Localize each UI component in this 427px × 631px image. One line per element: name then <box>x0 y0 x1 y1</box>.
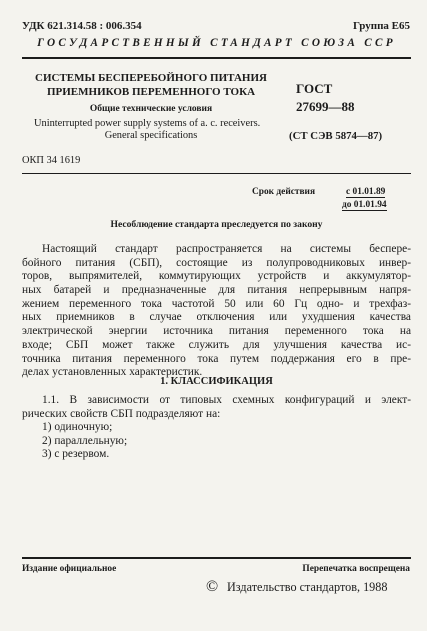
copyright-symbol: © <box>206 578 219 595</box>
intro-line: входе; СБП может также служить для улучшения качества ис- <box>22 338 411 351</box>
gost-label: ГОСТ <box>296 81 333 96</box>
subtitle: Общие технические условия <box>89 104 213 114</box>
intro-line: делах установленных характеристик. <box>22 366 203 379</box>
intro-line: торов, выпрямителей, коммутирующих устройств и аккумулятор- <box>22 270 411 283</box>
section-paragraph <box>22 394 411 421</box>
intro-line: ных приемников в случае отключения или ухудшения качества <box>22 311 411 324</box>
title-line-2: ПРИЕМНИКОВ ПЕРЕМЕННОГО ТОКА <box>46 86 256 98</box>
list-item: 2) параллельную; <box>42 434 128 447</box>
header-rule <box>22 57 411 59</box>
okp-rule <box>22 173 411 174</box>
intro-paragraph <box>22 243 411 380</box>
section-line: 1.1. В зависимости от типовых схемных конфигураций и элект- <box>42 394 411 406</box>
english-title-line-2: General specifications <box>104 130 198 141</box>
list-item: 1) одиночную; <box>42 421 113 433</box>
validity-label: Срок действия <box>252 187 316 197</box>
group-code: Группа Е65 <box>352 20 410 32</box>
validity-from: с 01.01.89 <box>346 187 386 197</box>
section-line: рических свойств СБП подразделяют на: <box>22 407 221 420</box>
intro-line: электрической энергии источника питания переменного тока на <box>22 325 411 338</box>
okp-code: ОКП 34 1619 <box>22 155 81 166</box>
intro-line: бойного питания (СБП), состоящие из полупроводниковых инвер- <box>22 256 411 269</box>
validity-to: до 01.01.94 <box>342 200 387 210</box>
list-item: 3) с резервом. <box>42 448 110 461</box>
udk-code: УДК 621.314.58 : 006.354 <box>22 20 142 32</box>
standard-title: ГОСУДАРСТВЕННЫЙ СТАНДАРТ СОЮЗА ССР <box>37 37 396 49</box>
gost-number: 27699—88 <box>296 99 355 114</box>
title-line-1: СИСТЕМЫ БЕСПЕРЕБОЙНОГО ПИТАНИЯ <box>35 72 267 84</box>
copyright-line: Издательство стандартов, 1988 <box>227 580 388 594</box>
classification-list <box>42 421 127 462</box>
intro-line: Настоящий стандарт распространяется на системы беспере- <box>42 243 411 255</box>
intro-line: жением переменного тока частотой 50 или 60 Гц одно- и трехфаз- <box>22 297 411 310</box>
intro-line: точника питания переменного тока путем поддержания его в пре- <box>22 352 411 365</box>
intro-line: ных батарей и предназначенные для питания непрерывным напря- <box>22 284 411 297</box>
st-sev-number: (СТ СЭВ 5874—87) <box>289 130 383 142</box>
section-heading: 1. КЛАССИФИКАЦИЯ <box>160 376 273 387</box>
english-title-line-1: Uninterrupted power supply systems of a. c. receivers. <box>34 118 261 129</box>
official-edition: Издание официальное <box>22 564 117 574</box>
enforcement-note: Несоблюдение стандарта преследуется по закону <box>110 219 323 230</box>
reprint-notice: Перепечатка воспрещена <box>302 564 410 574</box>
footer-rule <box>22 557 411 559</box>
